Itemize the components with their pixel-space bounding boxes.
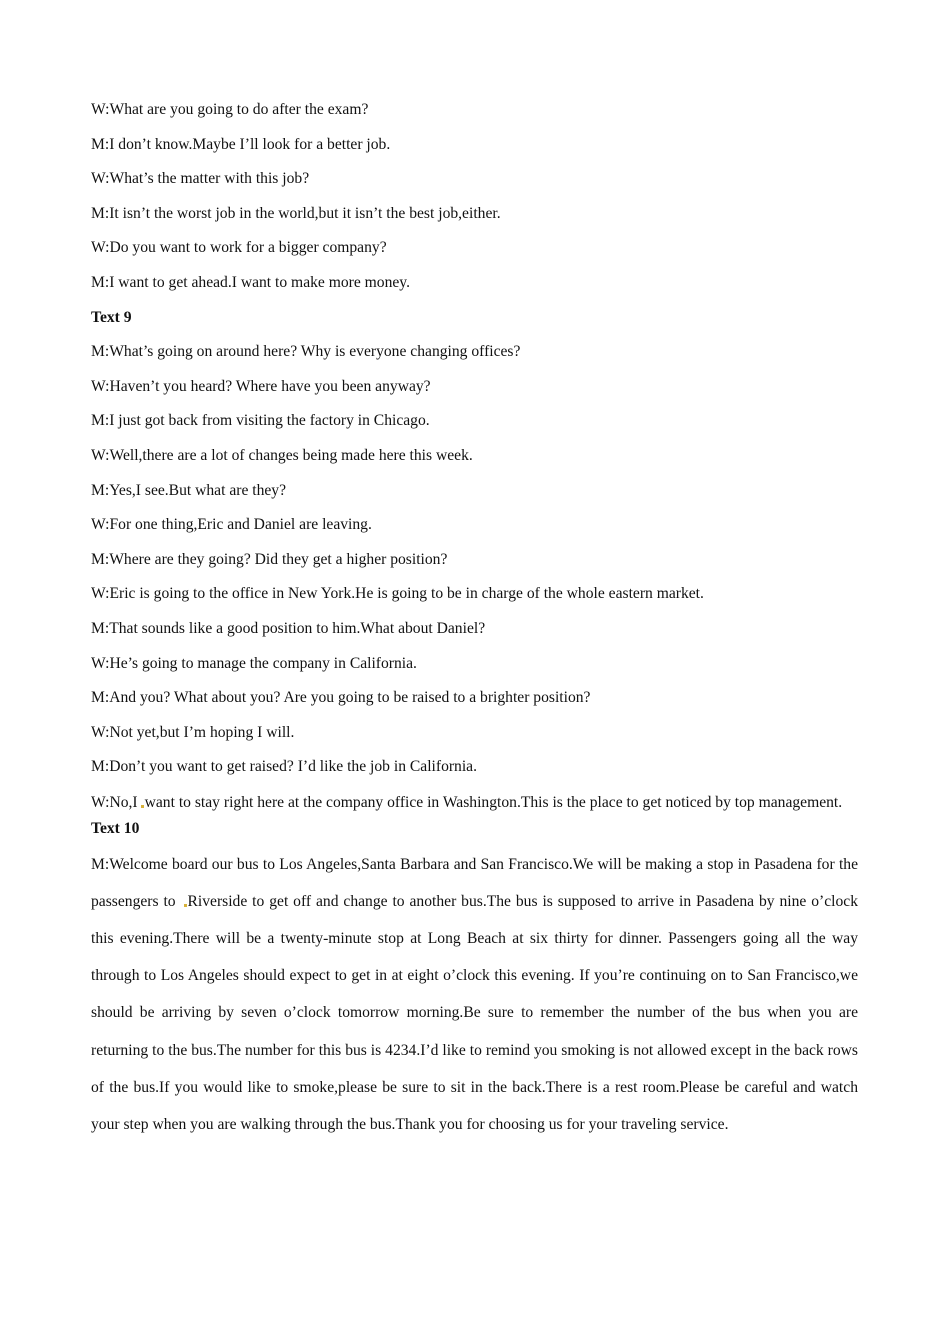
dialogue-line: M:I don’t know.Maybe I’ll look for a better job. bbox=[91, 135, 391, 153]
dialogue-line: M:It isn’t the worst job in the world,but it isn’t the best job,either. bbox=[91, 204, 501, 222]
dialogue-line: M:I just got back from visiting the factory in Chicago. bbox=[91, 412, 430, 430]
dialogue-line: W:Do you want to work for a bigger company? bbox=[91, 239, 387, 257]
edit-mark-icon bbox=[184, 904, 187, 907]
dialogue-line: M:I want to get ahead.I want to make more money. bbox=[91, 273, 410, 291]
dialogue-line-wrapped bbox=[91, 784, 858, 821]
dialogue-line: W:What’s the matter with this job? bbox=[91, 170, 310, 188]
dialogue-line: W:For one thing,Eric and Daniel are leaving. bbox=[91, 516, 372, 534]
dialogue-line: W:Haven’t you heard? Where have you been anyway? bbox=[91, 377, 431, 395]
section-heading-text-10: Text 10 bbox=[91, 820, 140, 838]
dialogue-line: W:Well,there are a lot of changes being made here this week. bbox=[91, 446, 473, 464]
document-page bbox=[91, 100, 858, 1143]
dialogue-line: M:What’s going on around here? Why is everyone changing offices? bbox=[91, 343, 521, 361]
dialogue-line: W:What are you going to do after the exam? bbox=[91, 101, 369, 118]
line-text: want to stay right here at the company office in Washington.This is the place to get noticed by top management. bbox=[144, 793, 843, 811]
dialogue-line: W:He’s going to manage the company in California. bbox=[91, 654, 417, 672]
section-heading-text-9: Text 9 bbox=[91, 308, 132, 326]
dialogue-line: M:And you? What about you? Are you going to be raised to a brighter position? bbox=[91, 689, 591, 707]
dialogue-line: W:Eric is going to the office in New York.He is going to be in charge of the whole eastern market. bbox=[91, 585, 704, 603]
dialogue-line: M:Where are they going? Did they get a higher position? bbox=[91, 550, 448, 568]
paragraph-text: Riverside to get off and change to another bus.The bus is supposed to arrive in Pasadena by nine o’clock this evening.There will be a twenty-minute stop at Long Beach at six thirty for dinner. Passengers going all the way through to Los Angeles should expect to get in at eight o’clock this evening. If you’re continuing on to San Francisco,we should be arriving by seven o’clock tomorrow morning.Be sure to remember the number of the bus when you are returning to the bus.The number for this bus is 4234.I’d like to remind you smoking is not allowed except in the back rows of the bus.If you would like to smoke,please be sure to sit in the back.There is a rest room.Please be careful and watch your step when you are walking through the bus.Thank you for choosing us for your traveling service. bbox=[91, 892, 858, 1134]
edit-mark-icon bbox=[141, 805, 144, 808]
paragraph-text: M:Welcome board our bus to Los Angeles,Santa Barbara and San Francisco.We will be making a stop in Pasadena for the passengers to bbox=[91, 855, 858, 910]
monologue-paragraph bbox=[91, 846, 858, 1144]
dialogue-line: M:Don’t you want to get raised? I’d like the job in California. bbox=[91, 758, 478, 776]
dialogue-line: W:Not yet,but I’m hoping I will. bbox=[91, 723, 295, 741]
dialogue-line: M:That sounds like a good position to him.What about Daniel? bbox=[91, 619, 486, 637]
dialogue-line: M:Yes,I see.But what are they? bbox=[91, 481, 287, 499]
line-text: W:No,I bbox=[91, 793, 138, 811]
